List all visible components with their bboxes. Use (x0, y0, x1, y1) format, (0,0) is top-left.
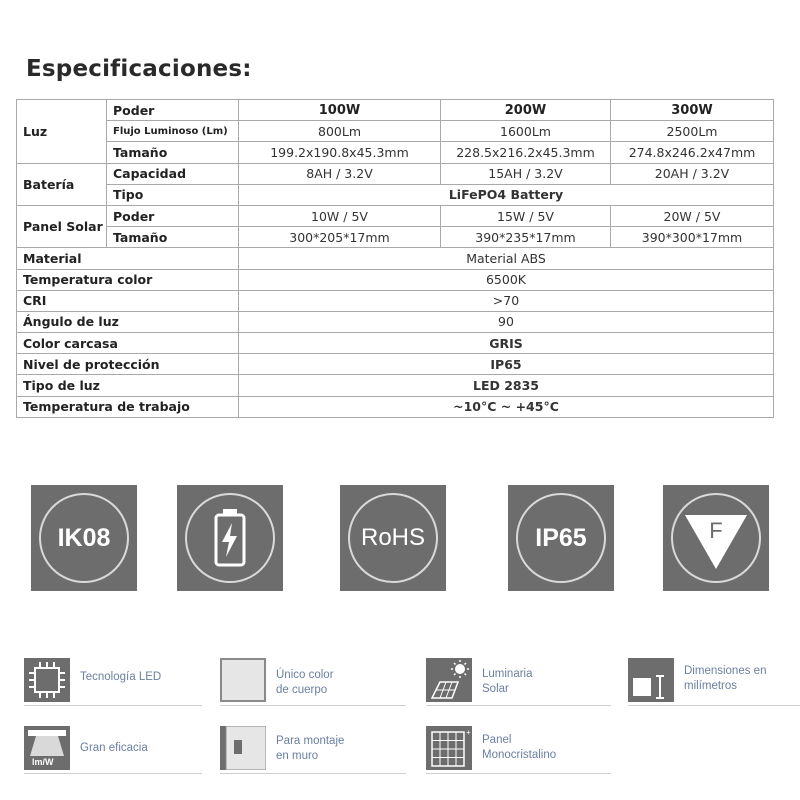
feature-eficacia-label: Gran eficacia (80, 742, 148, 754)
feature-montaje-line2: en muro (276, 750, 319, 762)
row-label-flujo: Flujo Luminoso (Lm) (107, 121, 239, 142)
table-cell: 6500K (239, 269, 774, 290)
row-label-poder: Poder (107, 100, 239, 121)
table-row (17, 333, 774, 354)
f-mark-badge (663, 485, 769, 591)
divider (24, 773, 202, 774)
feature-dimensiones-line1: Dimensiones en (684, 665, 767, 677)
table-row (17, 248, 774, 269)
table-row (17, 269, 774, 290)
svg-text:+: + (466, 728, 471, 737)
feature-montaje-line1: Para montaje (276, 735, 345, 747)
feature-solar-line1: Luminaria (482, 668, 533, 680)
feature-color-line1: Único color (276, 669, 334, 681)
table-cell: 390*235*17mm (441, 227, 611, 248)
row-label-panel-tamano: Tamaño (107, 227, 239, 248)
feature-color (220, 658, 406, 706)
table-row (17, 121, 774, 142)
color-swatch-icon (220, 658, 266, 702)
table-row (17, 396, 774, 417)
ip65-label: IP65 (535, 523, 587, 552)
table-cell: ~10°C ~ +45°C (239, 396, 774, 417)
table-cell: LiFePO4 Battery (239, 184, 774, 205)
table-row (17, 375, 774, 396)
feature-solar-line2: Solar (482, 683, 509, 695)
f-label: F (709, 518, 723, 543)
group-label-luz: Luz (17, 100, 107, 164)
ip65-badge (508, 485, 614, 591)
table-cell: 2500Lm (611, 121, 774, 142)
table-row (17, 100, 774, 121)
divider (220, 773, 406, 774)
row-label-panel-poder: Poder (107, 205, 239, 226)
row-label-cri: CRI (17, 290, 239, 311)
led-chip-icon (24, 658, 70, 702)
table-cell: 90 (239, 311, 774, 332)
table-cell: 199.2x190.8x45.3mm (239, 142, 441, 163)
table-row (17, 142, 774, 163)
table-row (17, 184, 774, 205)
battery-badge (177, 485, 283, 591)
dimensions-icon (628, 658, 674, 702)
table-cell: IP65 (239, 354, 774, 375)
feature-eficacia (24, 726, 204, 774)
table-cell: 15AH / 3.2V (441, 163, 611, 184)
table-cell: LED 2835 (239, 375, 774, 396)
solar-panel-sun-icon (426, 658, 472, 702)
feature-panel (426, 726, 611, 774)
table-cell: Material ABS (239, 248, 774, 269)
table-cell: 20W / 5V (611, 205, 774, 226)
battery-icon (177, 485, 283, 591)
divider (220, 705, 406, 706)
divider (24, 705, 202, 706)
feature-dimensiones (628, 658, 800, 706)
row-label-temp-trabajo: Temperatura de trabajo (17, 396, 239, 417)
table-row (17, 163, 774, 184)
row-label-proteccion: Nivel de protección (17, 354, 239, 375)
feature-led-label: Tecnología LED (80, 671, 162, 683)
row-label-material: Material (17, 248, 239, 269)
feature-panel-line2: Monocristalino (482, 749, 557, 761)
feature-color-line2: de cuerpo (276, 684, 328, 696)
table-cell: 20AH / 3.2V (611, 163, 774, 184)
table-cell: GRIS (239, 333, 774, 354)
row-label-tamano: Tamaño (107, 142, 239, 163)
wall-mount-icon (220, 726, 266, 770)
ik08-label: IK08 (57, 523, 111, 552)
rohs-badge (340, 485, 446, 591)
table-cell: 15W / 5V (441, 205, 611, 226)
table-row (17, 205, 774, 226)
ik08-badge (31, 485, 137, 591)
table-row (17, 227, 774, 248)
spec-table (16, 99, 774, 418)
page-title: Especificaciones: (26, 56, 252, 82)
divider (426, 705, 611, 706)
feature-montaje (220, 726, 406, 774)
table-row (17, 354, 774, 375)
table-cell: 390*300*17mm (611, 227, 774, 248)
table-cell: 8AH / 3.2V (239, 163, 441, 184)
lmw-label: lm/W (32, 757, 54, 767)
model-header: 100W (239, 100, 441, 121)
table-cell: 274.8x246.2x47mm (611, 142, 774, 163)
rohs-label: RoHS (360, 524, 426, 551)
model-header: 300W (611, 100, 774, 121)
feature-panel-line1: Panel (482, 734, 512, 746)
row-label-angulo: Ángulo de luz (17, 311, 239, 332)
table-cell: 800Lm (239, 121, 441, 142)
divider (628, 705, 800, 706)
table-row (17, 290, 774, 311)
feature-solar (426, 658, 611, 706)
model-header: 200W (441, 100, 611, 121)
table-cell: 228.5x216.2x45.3mm (441, 142, 611, 163)
row-label-capacidad: Capacidad (107, 163, 239, 184)
row-label-temp-color: Temperatura color (17, 269, 239, 290)
table-cell: 1600Lm (441, 121, 611, 142)
table-cell: >70 (239, 290, 774, 311)
group-label-bateria: Batería (17, 163, 107, 205)
row-label-carcasa: Color carcasa (17, 333, 239, 354)
mono-panel-icon (426, 726, 472, 770)
table-cell: 10W / 5V (239, 205, 441, 226)
group-label-panel: Panel Solar (17, 205, 107, 247)
divider (426, 773, 611, 774)
feature-dimensiones-line2: milímetros (684, 680, 738, 692)
row-label-tipo: Tipo (107, 184, 239, 205)
row-label-tipo-luz: Tipo de luz (17, 375, 239, 396)
feature-led (24, 658, 204, 706)
table-cell: 300*205*17mm (239, 227, 441, 248)
table-row (17, 311, 774, 332)
